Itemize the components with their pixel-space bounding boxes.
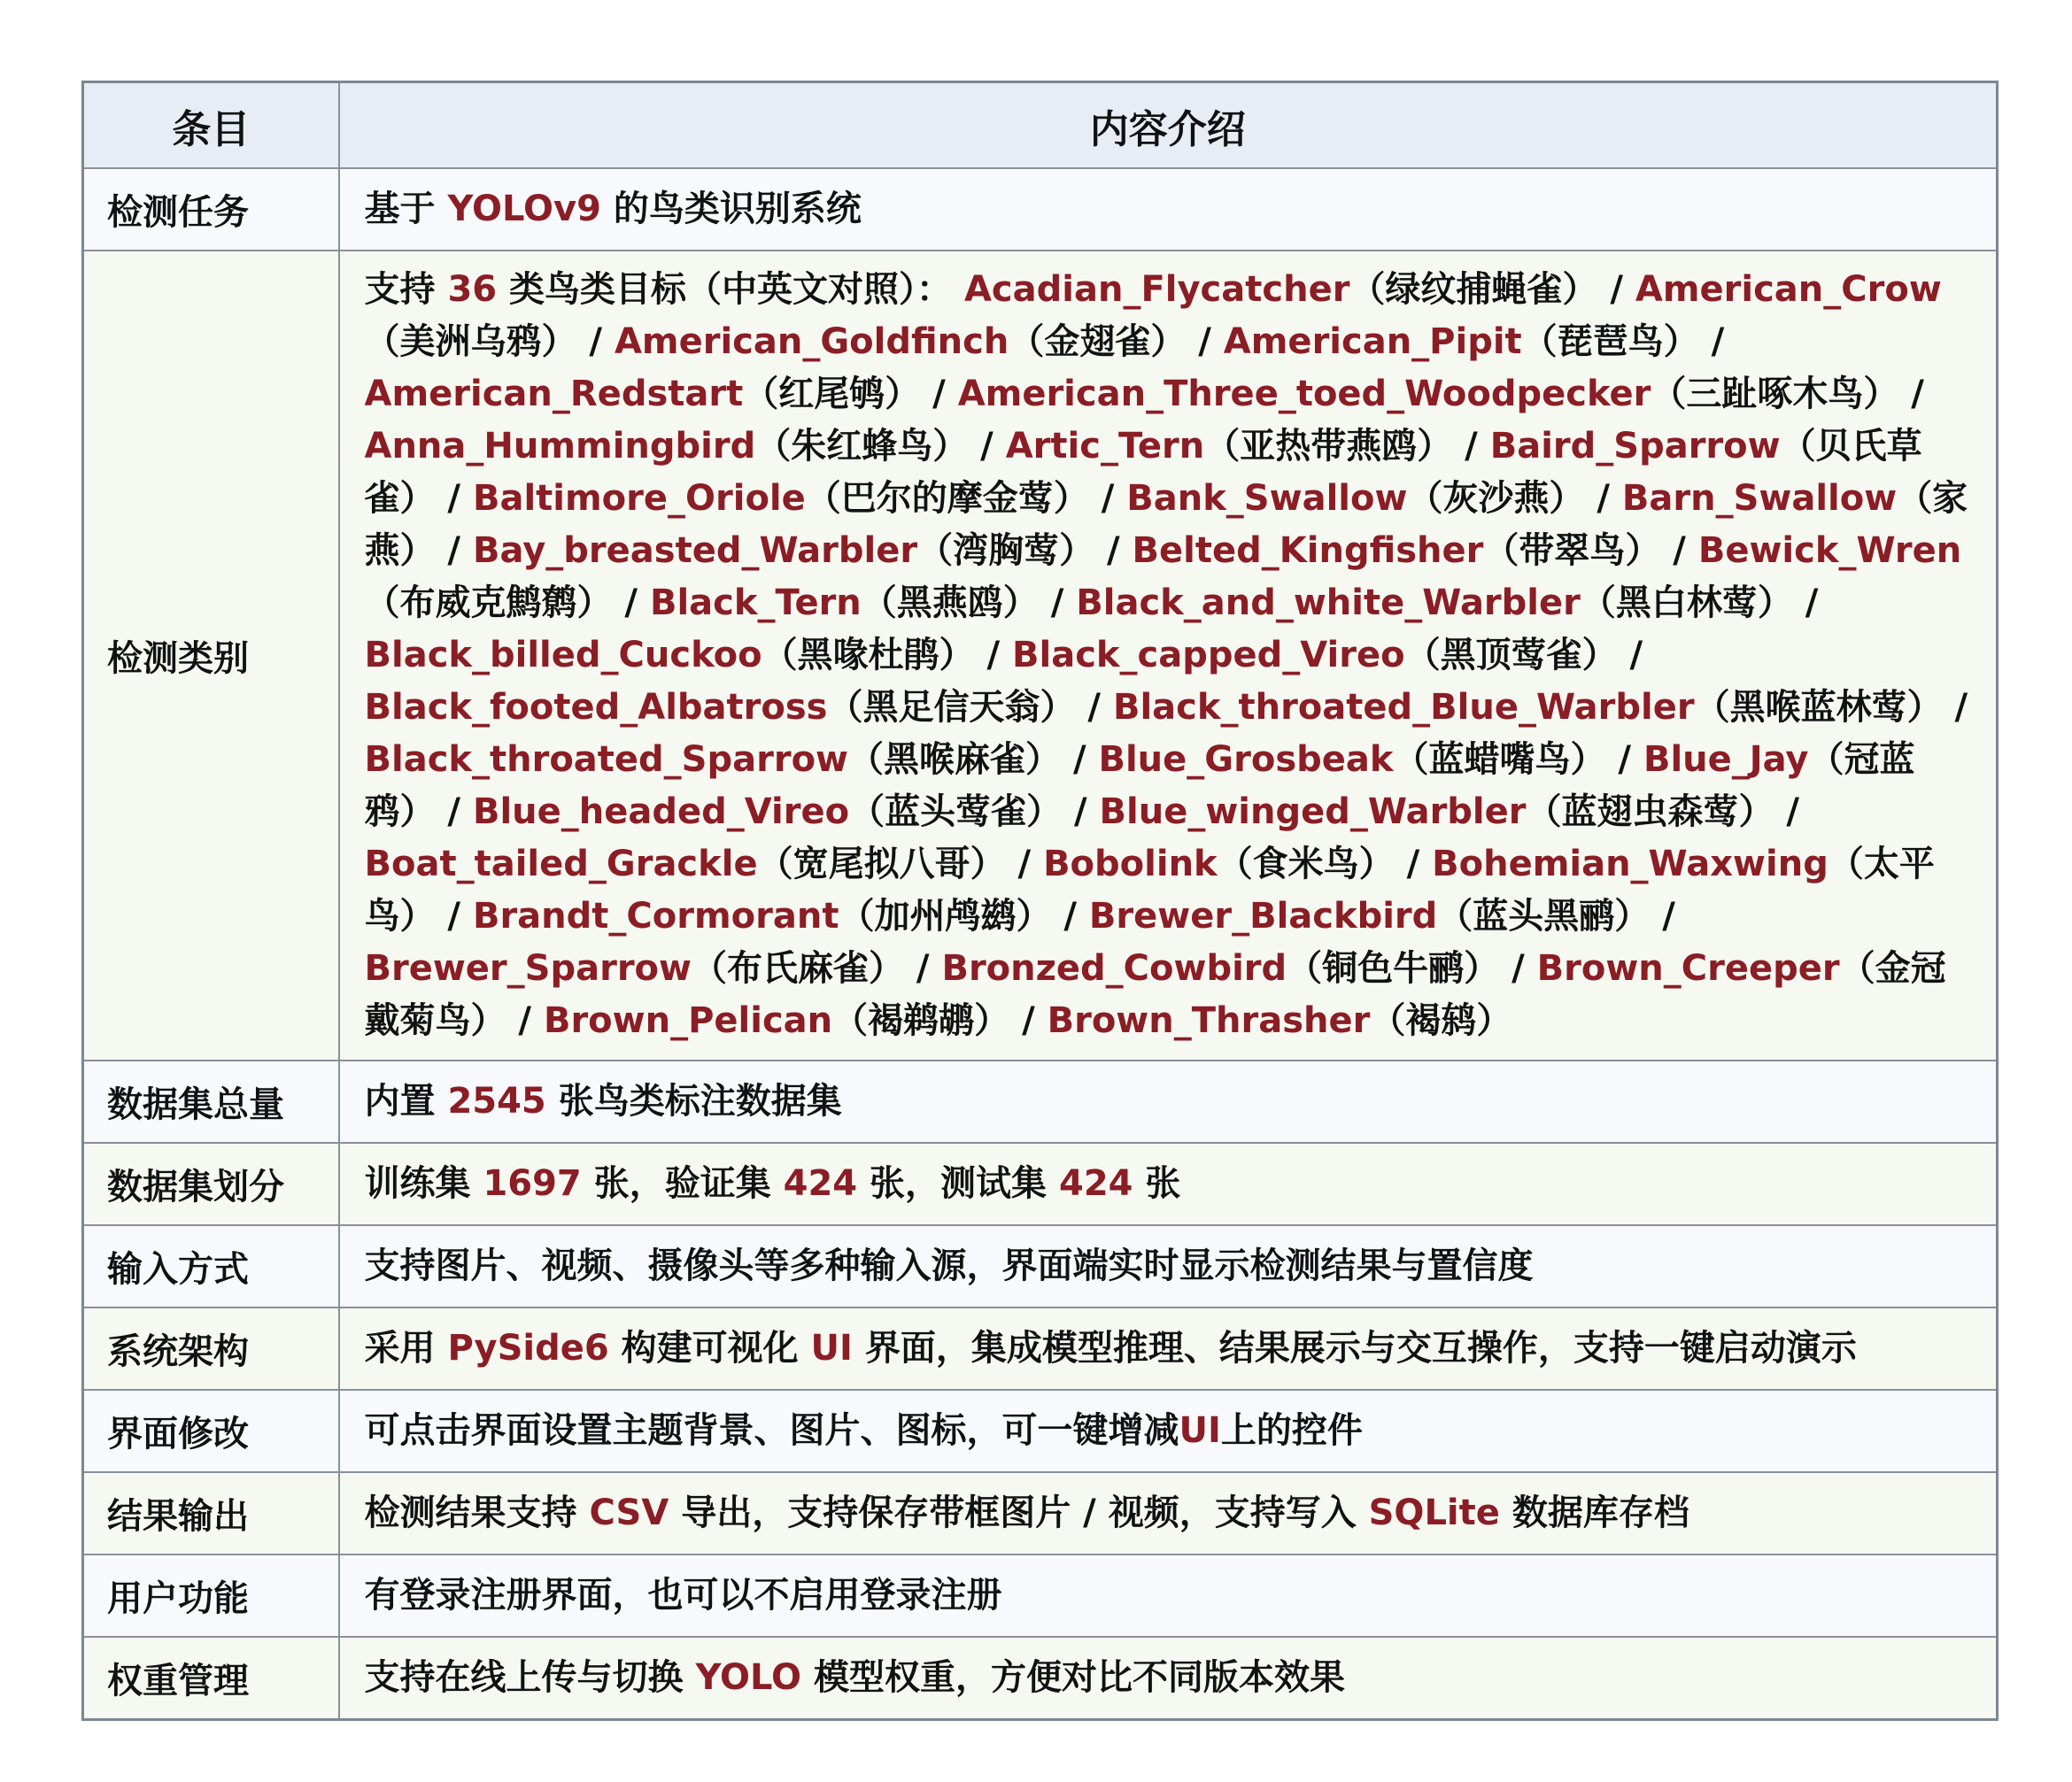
row-value <box>339 1143 1998 1225</box>
row-key: 权重管理 <box>83 1637 339 1720</box>
highlight-text: 36 <box>447 269 498 310</box>
value-text: （家燕） / <box>364 478 1968 571</box>
spec-table <box>81 81 1999 1721</box>
highlight-text: Acadian_Flycatcher <box>963 269 1350 310</box>
highlight-text: American_Pipit <box>1223 321 1522 362</box>
row-value <box>339 1225 1998 1308</box>
value-text: （金翅雀） / <box>1009 321 1224 362</box>
value-text: 有登录注册界面，也可以不启用登录注册 <box>364 1575 1002 1616</box>
value-text: （蓝头黑鹂） / <box>1437 896 1675 937</box>
value-text: 类鸟类目标（中英文对照）： <box>497 269 964 310</box>
value-text: 张，测试集 <box>857 1163 1059 1204</box>
highlight-text: Brewer_Blackbird <box>1088 896 1438 937</box>
value-text: 检测结果支持 <box>364 1493 590 1533</box>
highlight-text: Brown_Pelican <box>543 1000 833 1041</box>
table-body <box>83 168 1998 1720</box>
value-text: 张 <box>1133 1163 1181 1204</box>
value-text: （红尾鸲） / <box>743 374 958 414</box>
value-text: 张鸟类标注数据集 <box>545 1081 842 1122</box>
highlight-text: 1697 <box>483 1163 582 1204</box>
highlight-text: PySide6 <box>447 1328 609 1369</box>
highlight-text: American_Goldfinch <box>614 321 1009 362</box>
highlight-text: Black_Tern <box>649 582 862 623</box>
highlight-text: 2545 <box>447 1081 546 1122</box>
table-row <box>83 1390 1998 1472</box>
value-text: （黑燕鸥） / <box>861 582 1077 623</box>
highlight-text: Barn_Swallow <box>1621 478 1898 519</box>
value-text: 构建可视化 <box>608 1328 811 1369</box>
highlight-text: 424 <box>1058 1163 1133 1204</box>
value-text: （金冠戴菊鸟） / <box>364 948 1946 1041</box>
highlight-text: Black_billed_Cuckoo <box>364 635 762 675</box>
value-text: （灰沙燕） / <box>1407 478 1622 519</box>
value-text: 基于 <box>364 189 448 229</box>
table-row <box>83 1225 1998 1308</box>
value-text: （蓝蜡嘴鸟） / <box>1393 739 1643 780</box>
value-text: （布氏麻雀） / <box>691 948 942 989</box>
highlight-text: Blue_Grosbeak <box>1098 739 1394 780</box>
row-key: 用户功能 <box>83 1554 339 1637</box>
row-key: 界面修改 <box>83 1390 339 1472</box>
highlight-text: Belted_Kingfisher <box>1132 530 1484 571</box>
table-row <box>83 168 1998 251</box>
row-key: 数据集划分 <box>83 1143 339 1225</box>
value-text: 内置 <box>364 1081 448 1122</box>
value-text: （褐鹈鹕） / <box>832 1000 1048 1041</box>
value-text: （太平鸟） / <box>364 844 1935 937</box>
highlight-text: Black_and_white_Warbler <box>1076 582 1581 623</box>
row-value <box>339 1061 1998 1143</box>
table-row <box>83 1472 1998 1554</box>
highlight-text: Black_throated_Blue_Warbler <box>1112 687 1695 728</box>
highlight-text: Black_footed_Albatross <box>364 687 828 728</box>
value-text: （蓝头莺雀） / <box>849 791 1100 832</box>
value-text: （黑足信天翁） / <box>827 687 1113 728</box>
row-value <box>339 1472 1998 1554</box>
highlight-text: Boat_tailed_Grackle <box>364 844 758 884</box>
highlight-text: 424 <box>783 1163 858 1204</box>
highlight-text: Bay_breasted_Warbler <box>472 530 918 571</box>
value-text: 可点击界面设置主题背景、图片、图标，可一键增减 <box>364 1410 1179 1451</box>
value-text: 模型权重，方便对比不同版本效果 <box>801 1657 1345 1698</box>
value-text: （带翠鸟） / <box>1483 530 1698 571</box>
highlight-text: American_Crow <box>1635 269 1942 310</box>
value-text: 数据库存档 <box>1499 1493 1689 1533</box>
row-value <box>339 1390 1998 1472</box>
value-text: 张，验证集 <box>581 1163 784 1204</box>
value-text: 上的控件 <box>1220 1410 1363 1451</box>
highlight-text: CSV <box>589 1493 669 1533</box>
row-value <box>339 251 1998 1061</box>
highlight-text: Brandt_Cormorant <box>472 896 839 937</box>
value-text: （食米鸟） / <box>1217 844 1433 884</box>
value-text: （黑喉蓝林莺） / <box>1694 687 1968 728</box>
table-row <box>83 251 1998 1061</box>
highlight-text: Black_capped_Vireo <box>1012 635 1405 675</box>
header-description: 内容介绍 <box>339 82 1998 169</box>
value-text: 采用 <box>364 1328 448 1369</box>
highlight-text: Artic_Tern <box>1005 426 1205 467</box>
highlight-text: Baltimore_Oriole <box>472 478 806 519</box>
highlight-text: Anna_Hummingbird <box>364 426 756 467</box>
highlight-text: Blue_winged_Warbler <box>1099 791 1527 832</box>
highlight-text: Bohemian_Waxwing <box>1432 844 1828 884</box>
table-row <box>83 1143 1998 1225</box>
value-text: 训练集 <box>364 1163 483 1204</box>
value-text: （黑顶莺雀） / <box>1404 635 1643 675</box>
highlight-text: Bewick_Wren <box>1697 530 1962 571</box>
highlight-text: UI <box>1179 1410 1221 1451</box>
value-text: （黑喙杜鹃） / <box>762 635 1013 675</box>
highlight-text: Blue_Jay <box>1643 739 1809 780</box>
table-row <box>83 1637 1998 1720</box>
value-text: （亚热带燕鸥） / <box>1204 426 1490 467</box>
highlight-text: Brown_Creeper <box>1536 948 1840 989</box>
value-text: （美洲乌鸦） / <box>364 321 615 362</box>
row-key: 结果输出 <box>83 1472 339 1554</box>
highlight-text: Brewer_Sparrow <box>364 948 692 989</box>
highlight-text: Bronzed_Cowbird <box>941 948 1287 989</box>
value-text: （黑喉麻雀） / <box>848 739 1099 780</box>
highlight-text: American_Redstart <box>364 374 744 414</box>
value-text: （琵琶鸟） / <box>1521 321 1725 362</box>
value-text: （贝氏草雀） / <box>364 426 1922 519</box>
highlight-text: Black_throated_Sparrow <box>364 739 849 780</box>
highlight-text: SQLite <box>1368 1493 1500 1533</box>
header-item: 条目 <box>83 82 339 169</box>
highlight-text: Brown_Thrasher <box>1047 1000 1371 1041</box>
value-text: （铜色牛鹂） / <box>1287 948 1537 989</box>
table-row <box>83 1308 1998 1390</box>
value-text: （布威克鹪鹩） / <box>364 582 650 623</box>
highlight-text: Baird_Sparrow <box>1489 426 1781 467</box>
value-text: （三趾啄木鸟） / <box>1651 374 1924 414</box>
header-row <box>83 82 1998 169</box>
value-text: （巴尔的摩金莺） / <box>805 478 1127 519</box>
row-key: 数据集总量 <box>83 1061 339 1143</box>
value-text: （蓝翅虫森莺） / <box>1526 791 1800 832</box>
highlight-text: YOLO <box>695 1657 802 1698</box>
value-text: 导出，支持保存带框图片 / 视频，支持写入 <box>669 1493 1369 1533</box>
value-text: 的鸟类识别系统 <box>600 189 862 229</box>
row-key: 输入方式 <box>83 1225 339 1308</box>
highlight-text: Bank_Swallow <box>1126 478 1408 519</box>
highlight-text: American_Three_toed_Woodpecker <box>957 374 1651 414</box>
value-text: （宽尾拟八哥） / <box>757 844 1044 884</box>
value-text: （湾胸莺） / <box>917 530 1133 571</box>
value-text: 支持图片、视频、摄像头等多种输入源，界面端实时显示检测结果与置信度 <box>364 1246 1534 1286</box>
value-text: （黑白林莺） / <box>1580 582 1819 623</box>
row-key: 检测任务 <box>83 168 339 251</box>
value-text: 支持 <box>364 269 448 310</box>
row-key: 检测类别 <box>83 251 339 1061</box>
row-value <box>339 1554 1998 1637</box>
value-text: （朱红蜂鸟） / <box>755 426 1006 467</box>
value-text: （褐鸫） <box>1370 1000 1512 1041</box>
value-text: 支持在线上传与切换 <box>364 1657 696 1698</box>
value-text: （冠蓝鸦） / <box>364 739 1915 832</box>
table-row <box>83 1554 1998 1637</box>
table-row <box>83 1061 1998 1143</box>
highlight-text: Bobolink <box>1043 844 1218 884</box>
highlight-text: Blue_headed_Vireo <box>472 791 850 832</box>
highlight-text: UI <box>810 1328 853 1369</box>
highlight-text: YOLOv9 <box>447 189 601 229</box>
row-value <box>339 1637 1998 1720</box>
value-text: （加州鸬鹚） / <box>839 896 1089 937</box>
value-text: 界面，集成模型推理、结果展示与交互操作，支持一键启动演示 <box>852 1328 1857 1369</box>
value-text: （绿纹捕蝇雀） / <box>1349 269 1635 310</box>
row-value <box>339 168 1998 251</box>
row-key: 系统架构 <box>83 1308 339 1390</box>
row-value <box>339 1308 1998 1390</box>
